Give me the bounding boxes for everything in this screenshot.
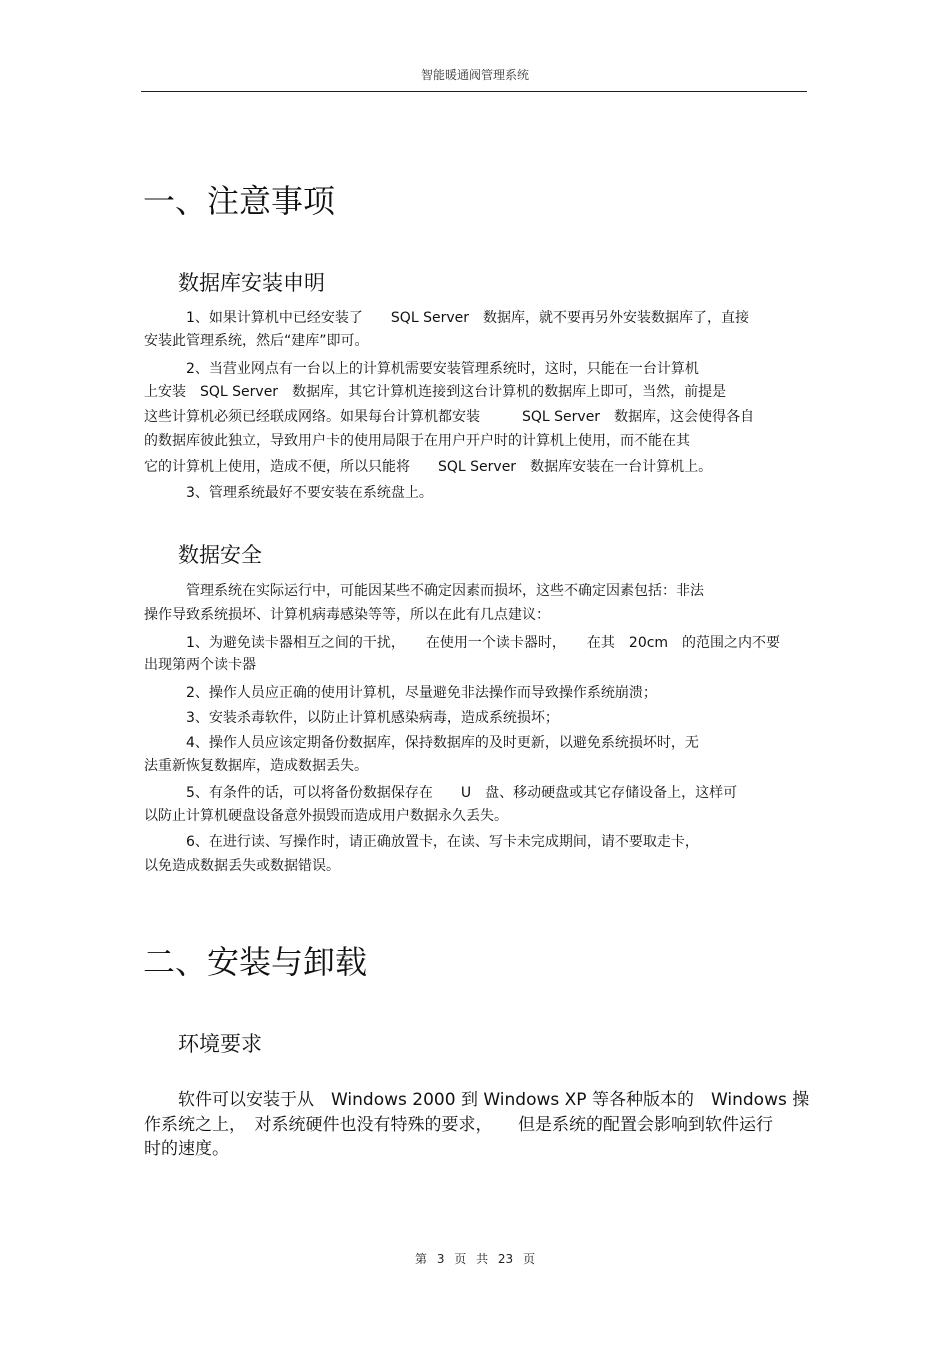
body-line: 作系统之上， 对系统硬件也没有特殊的要求， 但是系统的配置会影响到软件运行 bbox=[144, 1115, 773, 1135]
section-1-title: 一、注意事项 bbox=[143, 182, 336, 220]
body-line: 法重新恢复数据库，造成数据丢失。 bbox=[144, 758, 368, 774]
body-line: 的数据库彼此独立，导致用户卡的使用局限于在用户开户时的计算机上使用，而不能在其 bbox=[144, 433, 690, 449]
body-line: 以免造成数据丢失或数据错误。 bbox=[144, 858, 340, 874]
body-line: 出现第两个读卡器 bbox=[144, 657, 256, 673]
body-line: 安装此管理系统，然后“建库”即可。 bbox=[144, 333, 369, 349]
body-line: 操作导致系统损坏、计算机病毒感染等等，所以在此有几点建议： bbox=[144, 607, 550, 623]
body-line: 4、操作人员应该定期备份数据库，保持数据库的及时更新，以避免系统损坏时，无 bbox=[186, 735, 699, 751]
page-footer: 第 3 页 共 23 页 bbox=[415, 1252, 535, 1266]
body-line: 1、为避免读卡器相互之间的干扰， 在使用一个读卡器时， 在其 20cm 的范围之内不要 bbox=[186, 635, 781, 651]
body-line: 1、如果计算机中已经安装了 SQL Server 数据库，就不要再另外安装数据库了，直接 bbox=[186, 310, 749, 326]
body-line: 3、安装杀毒软件，以防止计算机感染病毒，造成系统损坏； bbox=[186, 710, 559, 726]
body-line: 管理系统在实际运行中，可能因某些不确定因素而损坏，这些不确定因素包括：非法 bbox=[186, 583, 704, 599]
body-line: 2、操作人员应正确的使用计算机，尽量避免非法操作而导致操作系统崩溃； bbox=[186, 685, 657, 701]
header-divider bbox=[141, 91, 807, 92]
body-line: 6、在进行读、写操作时，请正确放置卡，在读、写卡未完成期间，请不要取走卡， bbox=[186, 834, 699, 850]
body-line: 2、当营业网点有一台以上的计算机需要安装管理系统时，这时，只能在一台计算机 bbox=[186, 361, 699, 377]
body-line: 这些计算机必须已经联成网络。如果每台计算机都安装 SQL Server 数据库，这会使得各自 bbox=[144, 409, 755, 425]
section-2-title: 二、安装与卸载 bbox=[143, 943, 368, 981]
db-install-heading: 数据库安装申明 bbox=[178, 271, 325, 295]
body-line: 以防止计算机硬盘设备意外损毁而造成用户数据永久丢失。 bbox=[144, 808, 508, 824]
body-line: 时的速度。 bbox=[144, 1139, 229, 1159]
body-line: 软件可以安装于从 Windows 2000 到 Windows XP 等各种版本的 Windows 操 bbox=[178, 1090, 810, 1110]
data-safety-heading: 数据安全 bbox=[178, 543, 262, 567]
body-line: 上安装 SQL Server 数据库，其它计算机连接到这台计算机的数据库上即可，当然，前提是 bbox=[144, 384, 727, 400]
body-line: 5、有条件的话，可以将备份数据保存在 U 盘、移动硬盘或其它存储设备上，这样可 bbox=[186, 785, 738, 801]
body-line: 3、管理系统最好不要安装在系统盘上。 bbox=[186, 485, 433, 501]
body-line: 它的计算机上使用，造成不便，所以只能将 SQL Server 数据库安装在一台计算机上。 bbox=[144, 459, 713, 475]
env-heading: 环境要求 bbox=[178, 1032, 262, 1056]
page-header: 智能暖通阀管理系统 bbox=[420, 68, 529, 82]
